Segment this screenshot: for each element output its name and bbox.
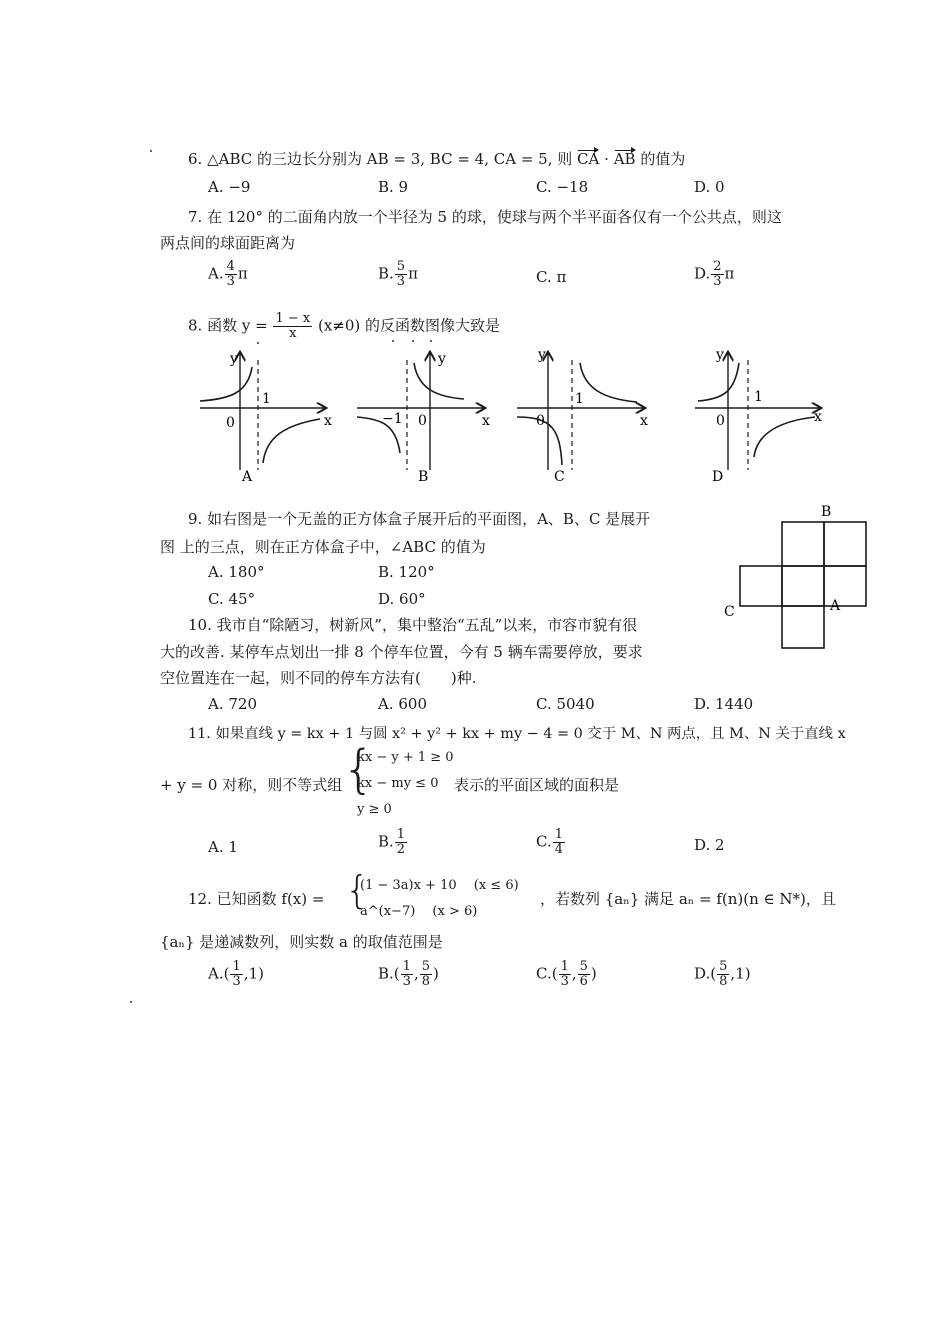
q11-option-a: A. 1 — [208, 838, 238, 856]
graph-d-origin: 0 — [716, 413, 725, 429]
q11-line2-suffix: 表示的平面区域的面积是 — [454, 776, 620, 794]
graph-b-origin: 0 — [418, 413, 427, 429]
graph-d-y-label: y — [716, 347, 724, 363]
q7-option-b: B. $\frac{5}{3}$ π — [378, 259, 418, 289]
graph-a-letter: A — [242, 469, 253, 485]
q7-line2: 两点间的球面距离为 — [160, 234, 296, 252]
net-label-b: B — [821, 504, 832, 520]
q11-option-d: D. 2 — [694, 836, 725, 854]
q9-option-b: B. 120° — [378, 563, 435, 581]
q10-option-c: C. 5040 — [536, 695, 595, 713]
q12-option-c: C.( $\frac{1}{3}$ , $\frac{5}{6}$ ) — [536, 959, 597, 989]
q10-line2: 大的改善. 某停车点划出一排 8 个停车位置，今有 5 辆车需要停放，要求 — [160, 643, 643, 661]
graph-c-x-label: x — [640, 413, 648, 429]
q7-line1: 7. 在 120° 的二面角内放一个半径为 5 的球，使球与两个半平面各仅有一个公共点，则这 — [188, 208, 782, 226]
graph-a-y-label: y — [230, 351, 238, 367]
graph-b-letter: B — [418, 469, 429, 485]
graph-c-letter: C — [554, 469, 565, 485]
graph-b-mark: −1 — [382, 411, 403, 427]
graph-a-origin: 0 — [226, 415, 235, 431]
q10-option-a: A. 720 — [208, 695, 257, 713]
cube-net-figure — [720, 500, 870, 660]
q9-line1: 9. 如右图是一个无盖的正方体盒子展开后的平面图，A、B、C 是展开 — [188, 510, 651, 528]
q12-option-a: A.( $\frac{1}{3}$ ,1) — [208, 959, 264, 989]
q12-line2: {aₙ} 是递减数列，则实数 a 的取值范围是 — [160, 933, 443, 951]
q8-graphs — [190, 345, 840, 490]
q9-line2: 图 上的三点，则在正方体盒子中，∠ABC 的值为 — [160, 538, 486, 556]
graph-c-origin: 0 — [536, 413, 545, 429]
scan-speck — [257, 342, 259, 344]
q10-option-d: D. 1440 — [694, 695, 754, 713]
q11-line1: 11. 如果直线 y = kx + 1 与圆 x² + y² + kx + my − 4 = 0 交于 M、N 两点，且 M、N 关于直线 x — [188, 726, 846, 742]
q9-option-d: D. 60° — [378, 590, 426, 608]
q7-option-a: A. $\frac{4}{3}$ π — [208, 259, 248, 289]
q6-option-d: D. 0 — [694, 178, 725, 196]
q12-suffix: ，若数列 {aₙ} 满足 aₙ = f(n)(n ∈ N*)，且 — [540, 890, 836, 908]
scan-speck — [430, 340, 432, 342]
q12-option-d: D.( $\frac{5}{8}$ ,1) — [694, 959, 751, 989]
scan-speck — [412, 340, 414, 342]
q12-option-b: B.( $\frac{1}{3}$ , $\frac{5}{8}$ ) — [378, 959, 439, 989]
q12-case-1: (1 − 3a)x + 10 (x ≤ 6) — [360, 878, 519, 893]
graph-a — [200, 351, 332, 485]
q11-ineq-1: kx − y + 1 ≥ 0 — [357, 750, 454, 765]
graph-d-letter: D — [712, 469, 724, 485]
graph-d-mark: 1 — [754, 389, 763, 405]
q12-prefix: 12. 已知函数 f(x) = — [188, 890, 325, 908]
q6-option-b: B. 9 — [378, 178, 409, 196]
q9-option-c: C. 45° — [208, 590, 256, 608]
graph-b — [357, 351, 490, 485]
graph-c-mark: 1 — [575, 391, 584, 407]
net-label-c: C — [724, 604, 735, 620]
q7-option-d: D. $\frac{2}{3}$ π — [694, 259, 735, 289]
q10-option-b: A. 600 — [378, 695, 427, 713]
scan-speck — [150, 150, 152, 152]
q12-brace: { — [345, 868, 370, 912]
q6-option-c: C. −18 — [536, 178, 589, 196]
q11-ineq-2: kx − my ≤ 0 — [357, 776, 439, 791]
q12-case-2: a^(x−7) (x > 6) — [360, 904, 478, 919]
q7-option-c: C. π — [536, 268, 567, 286]
q6-stem: 6. △ABC 的三边长分别为 AB = 3, BC = 4, CA = 5, 则 CA · AB 的值为 — [188, 150, 686, 168]
vector-ca: CA — [577, 150, 600, 168]
graph-a-x-label: x — [324, 413, 332, 429]
q6-option-a: A. −9 — [208, 178, 251, 196]
graph-c-y-label: y — [538, 347, 546, 363]
scan-speck — [392, 340, 394, 342]
q10-line3: 空位置连在一起，则不同的停车方法有( )种. — [160, 669, 477, 687]
graph-d-x-label: x — [814, 409, 822, 425]
q8-stem: 8. 函数 y = $\frac{1 - x}{x}$ (x≠0) 的反函数图像大致是 — [188, 311, 501, 341]
q11-option-b: B. $\frac{1}{2}$ — [378, 827, 406, 857]
graph-a-mark: 1 — [262, 391, 271, 407]
q11-ineq-3: y ≥ 0 — [357, 802, 392, 817]
graph-b-x-label: x — [482, 413, 490, 429]
scan-speck — [130, 1001, 132, 1003]
q11-line2-prefix: + y = 0 对称，则不等式组 — [160, 776, 343, 794]
graph-d — [695, 347, 822, 485]
q11-brace: { — [342, 740, 376, 800]
vector-ab: AB — [613, 150, 636, 168]
q11-option-c: C. $\frac{1}{4}$ — [536, 827, 563, 857]
net-label-a: A — [830, 598, 841, 614]
q9-option-a: A. 180° — [208, 563, 265, 581]
graph-c — [517, 347, 648, 485]
q10-line1: 10. 我市自“除陋习，树新风”，集中整治“五乱”以来，市容市貌有很 — [188, 616, 638, 634]
graph-b-y-label: y — [438, 351, 446, 367]
